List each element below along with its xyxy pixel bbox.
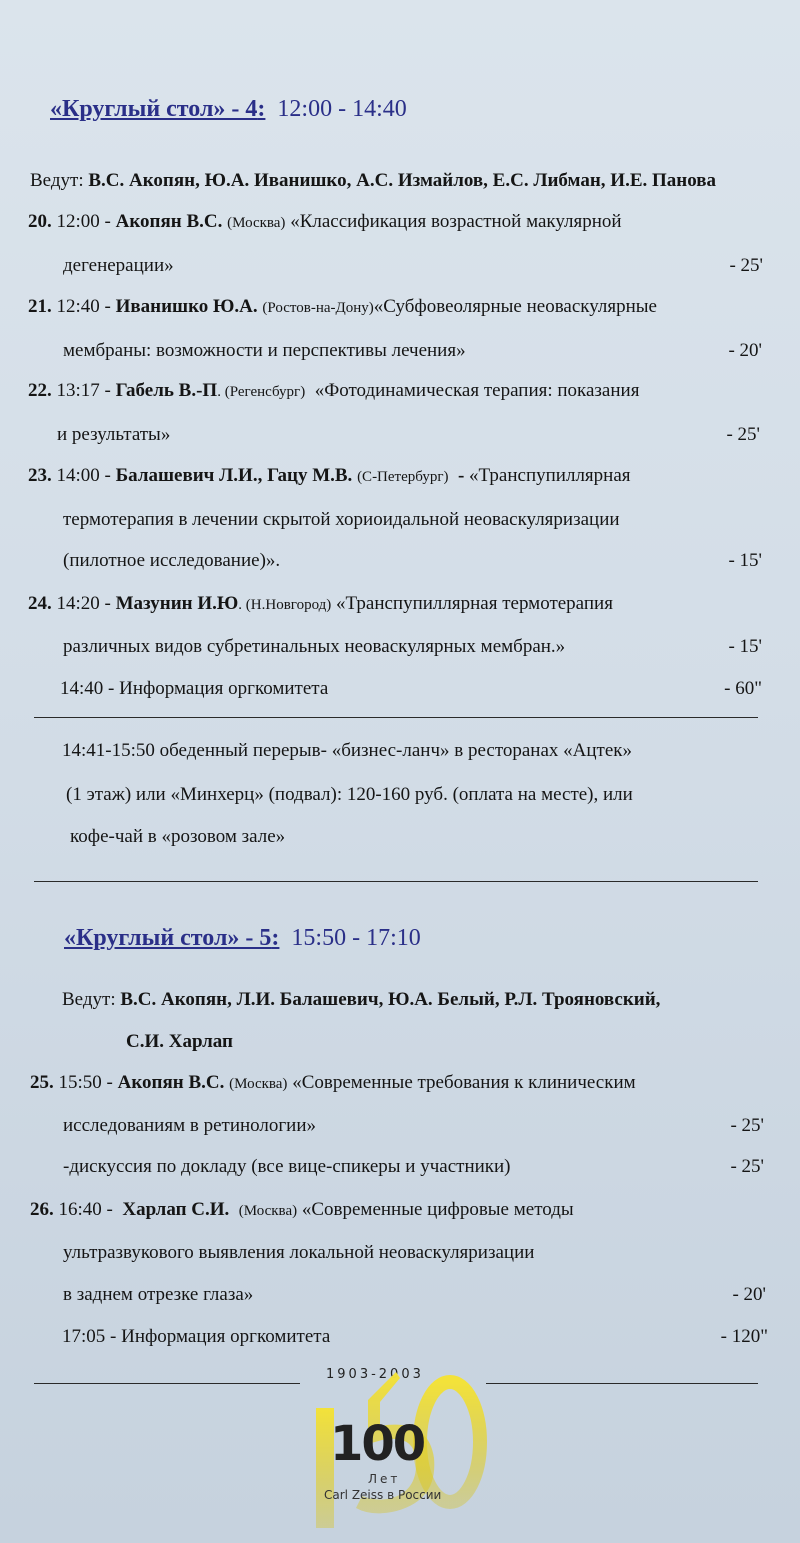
footer-line-left xyxy=(34,1383,300,1384)
session4-chairs: Ведут: В.С. Акопян, Ю.А. Иванишко, А.С. Измайлов, Е.С. Либман, И.Е. Панова xyxy=(30,170,717,191)
talk-20: 20. 12:00 - Акопян В.С. (Москва) «Классификация возрастной макулярной xyxy=(28,211,622,232)
talk-26: 26. 16:40 - Харлап С.И. (Москва) «Современные цифровые методы xyxy=(30,1199,574,1220)
session4-info-duration: - 60" xyxy=(724,678,762,699)
logo-caption: Carl Zeiss в России xyxy=(324,1488,442,1502)
lunch-line-3: кофе-чай в «розовом зале» xyxy=(70,826,286,847)
talk-22-duration: - 25' xyxy=(726,424,760,445)
talk-26-cont2: в заднем отрезке глаза» xyxy=(63,1284,254,1305)
divider xyxy=(34,881,758,882)
talk-21-duration: - 20' xyxy=(728,340,762,361)
talk-23-duration: - 15' xyxy=(728,550,762,571)
discussion: -дискуссия по докладу (все вице-спикеры и участники) xyxy=(63,1156,511,1177)
talk-25-cont: исследованиям в ретинологии» xyxy=(63,1115,317,1136)
footer-line-right xyxy=(486,1383,758,1384)
talk-23-cont: термотерапия в лечении скрытой хориоидальной неоваскуляризации xyxy=(63,509,620,530)
talk-24: 24. 14:20 - Мазунин И.Ю. (Н.Новгород) «Транспупиллярная термотерапия xyxy=(28,593,613,614)
discussion-duration: - 25' xyxy=(730,1156,764,1177)
session4-time: 12:00 - 14:40 xyxy=(277,96,407,122)
talk-22: 22. 13:17 - Габель В.-П. (Регенсбург) «Фотодинамическая терапия: показания xyxy=(28,380,640,401)
talk-24-duration: - 15' xyxy=(728,636,762,657)
logo-years: 1903-2003 xyxy=(326,1367,424,1382)
lunch-line-1: 14:41-15:50 обеденный перерыв- «бизнес-ланч» в ресторанах «Ацтек» xyxy=(62,740,633,761)
logo-100: 100 xyxy=(330,1416,425,1472)
talk-23: 23. 14:00 - Балашевич Л.И., Гацу М.В. (С-Петербург) - «Транспупиллярная xyxy=(28,465,631,486)
talk-20-cont: дегенерации» xyxy=(63,255,174,276)
talk-26-cont: ультразвукового выявления локальной неоваскуляризации xyxy=(63,1242,535,1263)
divider xyxy=(34,717,758,718)
anniversary-logo xyxy=(308,1362,488,1532)
session4-title: «Круглый стол» - 4: 12:00 - 14:40 xyxy=(50,96,407,122)
talk-23-cont2: (пилотное исследование)». xyxy=(63,550,281,571)
talk-24-cont: различных видов субретинальных неоваскулярных мембран.» xyxy=(63,636,566,657)
session5-title-label: «Круглый стол» - 5 xyxy=(64,925,272,951)
logo-let: Лет xyxy=(368,1472,401,1486)
talk-21-cont: мембраны: возможности и перспективы лечения» xyxy=(63,340,466,361)
talk-20-duration: - 25' xyxy=(729,255,763,276)
session5-chairs: Ведут: В.С. Акопян, Л.И. Балашевич, Ю.А. Белый, Р.Л. Трояновский, xyxy=(62,989,661,1010)
session5-info: 17:05 - Информация оргкомитета xyxy=(62,1326,331,1347)
session5-time: 15:50 - 17:10 xyxy=(291,925,421,951)
session5-title: «Круглый стол» - 5: 15:50 - 17:10 xyxy=(64,925,421,951)
talk-21: 21. 12:40 - Иванишко Ю.А. (Ростов-на-Дону)«Субфовеолярные неоваскулярные xyxy=(28,296,657,317)
talk-25: 25. 15:50 - Акопян В.С. (Москва) «Современные требования к клиническим xyxy=(30,1072,636,1093)
session4-title-label: «Круглый стол» - 4 xyxy=(50,96,258,122)
talk-22-cont: и результаты» xyxy=(57,424,171,445)
talk-26-duration: - 20' xyxy=(732,1284,766,1305)
talk-25-duration: - 25' xyxy=(730,1115,764,1136)
lunch-line-2: (1 этаж) или «Минхерц» (подвал): 120-160 руб. (оплата на месте), или xyxy=(66,784,633,805)
session4-info: 14:40 - Информация оргкомитета xyxy=(60,678,329,699)
session5-info-duration: - 120" xyxy=(720,1326,768,1347)
session5-chairs-cont: С.И. Харлап xyxy=(126,1031,233,1052)
